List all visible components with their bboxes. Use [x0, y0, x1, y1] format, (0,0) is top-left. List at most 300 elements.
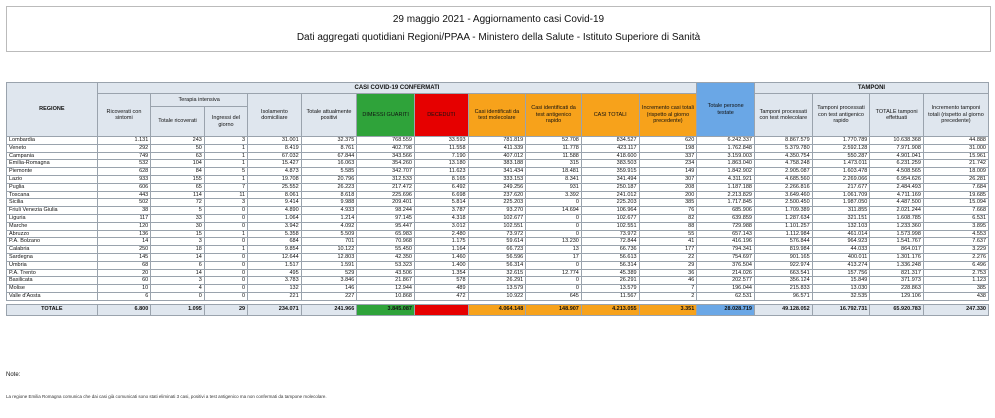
report-title: 29 maggio 2021 - Aggiornamento casi Covid-19 [392, 14, 605, 25]
cell-tamp-totale: 1.608.785 [870, 214, 924, 222]
cell-antigenico: 0 [526, 277, 582, 285]
cell-tamp-totale: 4.901.041 [870, 152, 924, 160]
cell-regione: Umbria [7, 261, 98, 269]
cell-dimessi: 402.798 [357, 144, 415, 152]
cell-regione: Liguria [7, 214, 98, 222]
cell-ti-ingressi: 0 [204, 261, 247, 269]
table-row [7, 144, 989, 152]
cell-ti-totale: 243 [151, 137, 205, 145]
cell-tamp-incremento: 6.531 [923, 214, 988, 222]
cell-ti-totale: 3 [151, 277, 205, 285]
cell-deceduti: 11.623 [414, 168, 468, 176]
cell-positivi: 10.122 [301, 246, 357, 254]
cell-ti-totale: 1.095 [151, 304, 205, 315]
cell-molecolare: 66.723 [468, 246, 526, 254]
header-group-tamponi: TAMPONI [754, 83, 988, 94]
cell-ti-ingressi: 5 [204, 168, 247, 176]
cell-tamp-incremento: 15.961 [923, 152, 988, 160]
table-total-row [7, 304, 989, 315]
cell-ricoverati: 60 [97, 277, 151, 285]
cell-persone-testate: 1.863.040 [697, 160, 755, 168]
cell-antigenico: 13 [526, 246, 582, 254]
cell-ricoverati: 6.800 [97, 304, 151, 315]
cell-molecolare: 407.012 [468, 152, 526, 160]
cell-regione: Sicilia [7, 199, 98, 207]
cell-tamp-antigenico: 15.849 [812, 277, 870, 285]
cell-tamp-antigenico: 550.287 [812, 152, 870, 160]
cell-molecolare: 13.579 [468, 285, 526, 293]
cell-tamp-antigenico: 132.103 [812, 222, 870, 230]
cell-tamp-antigenico: 321.151 [812, 214, 870, 222]
cell-positivi: 1.214 [301, 214, 357, 222]
cell-casi-totali: 250.187 [581, 183, 639, 191]
header-group-confermati: CASI COVID-19 CONFERMATI [97, 83, 697, 94]
cell-positivi: 701 [301, 238, 357, 246]
cell-antigenico: 315 [526, 160, 582, 168]
cell-antigenico: 0 [526, 285, 582, 293]
cell-tamp-molecolare: 922.974 [754, 261, 812, 269]
cell-incremento-casi: 29 [639, 261, 697, 269]
cell-incremento-casi: 88 [639, 222, 697, 230]
cell-incremento-casi: 337 [639, 152, 697, 160]
cell-ricoverati: 117 [97, 214, 151, 222]
header-tamp-totale: TOTALE tamponi effettuati [870, 94, 924, 137]
cell-tamp-molecolare: 2.905.087 [754, 168, 812, 176]
cell-persone-testate: 2.213.829 [697, 191, 755, 199]
cell-tamp-molecolare: 1.287.634 [754, 214, 812, 222]
cell-tamp-antigenico: 461.014 [812, 230, 870, 238]
header-casi-totali: CASI TOTALI [581, 94, 639, 137]
cell-persone-testate: 202.577 [697, 277, 755, 285]
cell-casi-totali: 72.844 [581, 238, 639, 246]
cell-positivi: 4.092 [301, 222, 357, 230]
cell-ti-ingressi: 1 [204, 175, 247, 183]
report-title-box [6, 6, 991, 52]
cell-deceduti: 11.558 [414, 144, 468, 152]
cell-antigenico: 0 [526, 214, 582, 222]
cell-tamp-incremento: 19.685 [923, 191, 988, 199]
cell-incremento-casi: 3.351 [639, 304, 697, 315]
table-row [7, 285, 989, 293]
cell-molecolare: 73.972 [468, 230, 526, 238]
cell-regione: Calabria [7, 246, 98, 254]
cell-dimessi: 65.983 [357, 230, 415, 238]
cell-antigenico: 13.230 [526, 238, 582, 246]
cell-positivi: 4.933 [301, 207, 357, 215]
cell-persone-testate: 1.762.848 [697, 144, 755, 152]
cell-antigenico: 52.708 [526, 137, 582, 145]
cell-regione: Marche [7, 222, 98, 230]
cell-persone-testate: 639.859 [697, 214, 755, 222]
cell-tamp-totale: 821.317 [870, 269, 924, 277]
cell-casi-totali: 4.213.055 [581, 304, 639, 315]
cell-tamp-antigenico: 16.792.731 [812, 304, 870, 315]
cell-deceduti: 5.814 [414, 199, 468, 207]
cell-regione: Campania [7, 152, 98, 160]
cell-ti-totale: 15 [151, 230, 205, 238]
cell-ti-ingressi: 0 [204, 285, 247, 293]
cell-molecolare: 237.620 [468, 191, 526, 199]
header-isolamento: Isolamento domiciliare [248, 94, 302, 137]
cell-tamp-totale: 7.971.908 [870, 144, 924, 152]
cell-ti-ingressi: 0 [204, 207, 247, 215]
header-molecolare: Casi identificati da test molecolare [468, 94, 526, 137]
cell-antigenico: 645 [526, 292, 582, 300]
cell-molecolare: 56.596 [468, 253, 526, 261]
cell-molecolare: 10.922 [468, 292, 526, 300]
cell-ti-totale: 0 [151, 292, 205, 300]
cell-tamp-molecolare: 49.128.052 [754, 304, 812, 315]
cell-tamp-totale: 65.920.783 [870, 304, 924, 315]
cell-persone-testate: 196.044 [697, 285, 755, 293]
cell-casi-totali: 11.567 [581, 292, 639, 300]
cell-regione: Molise [7, 285, 98, 293]
cell-isolamento: 3.942 [248, 222, 302, 230]
cell-isolamento: 12.644 [248, 253, 302, 261]
cell-tamp-antigenico: 964.923 [812, 238, 870, 246]
cell-ti-totale: 3 [151, 238, 205, 246]
cell-antigenico: 8.341 [526, 175, 582, 183]
cell-tamp-antigenico: 44.033 [812, 246, 870, 254]
header-antigenico: Casi identificati da test antigenico rapido [526, 94, 582, 137]
cell-ricoverati: 502 [97, 199, 151, 207]
table-row [7, 238, 989, 246]
cell-tamp-antigenico: 32.535 [812, 292, 870, 300]
cell-incremento-casi: 76 [639, 207, 697, 215]
header-ricoverati: Ricoverati con sintomi [97, 94, 151, 137]
cell-ricoverati: 1.131 [97, 137, 151, 145]
cell-ricoverati: 628 [97, 168, 151, 176]
header-dimessi: DIMESSI GUARITI [357, 94, 415, 137]
cell-ti-ingressi: 11 [204, 191, 247, 199]
table-row [7, 152, 989, 160]
cell-tamp-molecolare: 1.112.984 [754, 230, 812, 238]
notes-text: La regione Emilia Romagna comunica che dai casi già comunicati sono stati eliminati 3 casi, positivi a test antigenico ma non confermati da tampone molecolare. [6, 394, 327, 399]
cell-persone-testate: 416.196 [697, 238, 755, 246]
report-subtitle: Dati aggregati quotidiani Regioni/PPAA - Ministero della Salute - Istituto Superiore di Sanità [296, 32, 701, 43]
cell-ricoverati: 20 [97, 269, 151, 277]
header-tamp-antigenico: Tamponi processati con test antigenico rapido [812, 94, 870, 137]
cell-tamp-molecolare: 356.124 [754, 277, 812, 285]
cell-tamp-molecolare: 8.867.579 [754, 137, 812, 145]
cell-persone-testate: 754.697 [697, 253, 755, 261]
cell-molecolare: 383.188 [468, 160, 526, 168]
cell-ricoverati: 120 [97, 222, 151, 230]
cell-ti-ingressi: 1 [204, 230, 247, 238]
cell-positivi: 3.846 [301, 277, 357, 285]
header-ti-totale: Totale ricoverati [151, 107, 205, 137]
header-tamp-incremento: Incremento tamponi totali (rispetto al giorno precedente) [923, 94, 988, 137]
cell-deceduti: 1.354 [414, 269, 468, 277]
table-row [7, 222, 989, 230]
cell-antigenico: 0 [526, 199, 582, 207]
cell-antigenico: 12.774 [526, 269, 582, 277]
cell-isolamento: 19.708 [248, 175, 302, 183]
table-row [7, 137, 989, 145]
cell-tamp-molecolare: 215.833 [754, 285, 812, 293]
cell-antigenico: 18.481 [526, 168, 582, 176]
cell-persone-testate: 685.906 [697, 207, 755, 215]
cell-positivi: 8.618 [301, 191, 357, 199]
cell-tamp-molecolare: 4.685.560 [754, 175, 812, 183]
cell-molecolare: 102.677 [468, 214, 526, 222]
table-row [7, 230, 989, 238]
cell-casi-totali: 102.551 [581, 222, 639, 230]
cell-ti-ingressi: 7 [204, 183, 247, 191]
cell-isolamento: 67.032 [248, 152, 302, 160]
cell-persone-testate: 794.341 [697, 246, 755, 254]
cell-ricoverati: 14 [97, 238, 151, 246]
cell-ricoverati: 532 [97, 160, 151, 168]
cell-dimessi: 768.559 [357, 137, 415, 145]
cell-isolamento: 15.427 [248, 160, 302, 168]
cell-incremento-casi: 82 [639, 214, 697, 222]
cell-dimessi: 342.707 [357, 168, 415, 176]
cell-dimessi: 225.696 [357, 191, 415, 199]
cell-tamp-totale: 1.541.767 [870, 238, 924, 246]
cell-casi-totali: 241.012 [581, 191, 639, 199]
cell-tamp-antigenico: 13.030 [812, 285, 870, 293]
cell-incremento-casi: 149 [639, 168, 697, 176]
cell-incremento-casi: 385 [639, 199, 697, 207]
cell-positivi: 16.063 [301, 160, 357, 168]
cell-positivi: 5.509 [301, 230, 357, 238]
cell-tamp-incremento: 2.753 [923, 269, 988, 277]
cell-ti-ingressi: 1 [204, 246, 247, 254]
table-row [7, 214, 989, 222]
cell-ricoverati: 749 [97, 152, 151, 160]
cell-ti-totale: 84 [151, 168, 205, 176]
cell-incremento-casi: 7 [639, 285, 697, 293]
cell-molecolare: 59.614 [468, 238, 526, 246]
cell-isolamento: 495 [248, 269, 302, 277]
cell-incremento-casi: 46 [639, 277, 697, 285]
cell-antigenico: 11.588 [526, 152, 582, 160]
header-regione: REGIONE [7, 83, 98, 137]
cell-ti-ingressi: 29 [204, 304, 247, 315]
table-row [7, 261, 989, 269]
cell-dimessi: 53.323 [357, 261, 415, 269]
cell-molecolare: 249.256 [468, 183, 526, 191]
cell-tamp-incremento: 7.684 [923, 183, 988, 191]
cell-tamp-totale: 228.863 [870, 285, 924, 293]
cell-ti-totale: 63 [151, 152, 205, 160]
cell-tamp-antigenico: 2.592.128 [812, 144, 870, 152]
table-row [7, 269, 989, 277]
cell-persone-testate: 729.988 [697, 222, 755, 230]
cell-antigenico: 11.778 [526, 144, 582, 152]
cell-positivi: 8.761 [301, 144, 357, 152]
cell-isolamento: 234.071 [248, 304, 302, 315]
header-incremento-casi: Incremento casi totali (rispetto al giorno precedente) [639, 94, 697, 137]
cell-tamp-totale: 6.954.626 [870, 175, 924, 183]
cell-tamp-totale: 1.336.248 [870, 261, 924, 269]
cell-casi-totali: 56.314 [581, 261, 639, 269]
cell-ricoverati: 606 [97, 183, 151, 191]
table-row [7, 183, 989, 191]
cell-ti-totale: 18 [151, 246, 205, 254]
cell-isolamento: 9.414 [248, 199, 302, 207]
cell-tamp-incremento: 44.888 [923, 137, 988, 145]
cell-ti-totale: 5 [151, 207, 205, 215]
cell-persone-testate: 6.242.337 [697, 137, 755, 145]
header-deceduti: DECEDUTI [414, 94, 468, 137]
cell-tamp-antigenico: 1.061.709 [812, 191, 870, 199]
cell-isolamento: 4.890 [248, 207, 302, 215]
cell-antigenico: 148.907 [526, 304, 582, 315]
cell-ti-ingressi: 0 [204, 253, 247, 261]
table-row [7, 168, 989, 176]
cell-isolamento: 4.873 [248, 168, 302, 176]
cell-persone-testate: 3.159.003 [697, 152, 755, 160]
cell-tamp-incremento: 6.496 [923, 261, 988, 269]
cell-casi-totali: 56.613 [581, 253, 639, 261]
cell-tamp-totale: 10.638.368 [870, 137, 924, 145]
cell-positivi: 20.796 [301, 175, 357, 183]
cell-tamp-totale: 2.484.493 [870, 183, 924, 191]
cell-ricoverati: 933 [97, 175, 151, 183]
cell-casi-totali: 359.915 [581, 168, 639, 176]
cell-positivi: 67.844 [301, 152, 357, 160]
cell-persone-testate: 28.028.719 [697, 304, 755, 315]
cell-casi-totali: 13.579 [581, 285, 639, 293]
cell-ti-ingressi: 0 [204, 214, 247, 222]
cell-tamp-incremento: 3.895 [923, 222, 988, 230]
cell-casi-totali: 102.677 [581, 214, 639, 222]
cell-dimessi: 98.244 [357, 207, 415, 215]
cell-incremento-casi: 307 [639, 175, 697, 183]
header-group-terapia: Terapia intensiva [151, 94, 248, 107]
cell-tamp-incremento: 15.094 [923, 199, 988, 207]
cell-deceduti: 33.593 [414, 137, 468, 145]
cell-ti-ingressi: 1 [204, 152, 247, 160]
cell-deceduti: 4.318 [414, 214, 468, 222]
cell-incremento-casi: 55 [639, 230, 697, 238]
cell-antigenico: 931 [526, 183, 582, 191]
cell-ricoverati: 136 [97, 230, 151, 238]
cell-dimessi: 312.533 [357, 175, 415, 183]
cell-regione: Lazio [7, 175, 98, 183]
cell-positivi: 32.375 [301, 137, 357, 145]
cell-molecolare: 225.203 [468, 199, 526, 207]
cell-tamp-antigenico: 1.473.011 [812, 160, 870, 168]
table-row [7, 207, 989, 215]
cell-tamp-molecolare: 96.571 [754, 292, 812, 300]
cell-positivi: 9.988 [301, 199, 357, 207]
cell-isolamento: 1.517 [248, 261, 302, 269]
cell-incremento-casi: 2 [639, 292, 697, 300]
cell-tamp-antigenico: 311.855 [812, 207, 870, 215]
covid-data-table [6, 82, 989, 316]
cell-dimessi: 354.260 [357, 160, 415, 168]
cell-persone-testate: 62.531 [697, 292, 755, 300]
cell-persone-testate: 657.143 [697, 230, 755, 238]
cell-tamp-antigenico: 2.269.066 [812, 175, 870, 183]
cell-ti-ingressi: 3 [204, 137, 247, 145]
cell-tamp-molecolare: 819.984 [754, 246, 812, 254]
cell-deceduti: 2.480 [414, 230, 468, 238]
cell-isolamento: 5.358 [248, 230, 302, 238]
cell-persone-testate: 1.717.845 [697, 199, 755, 207]
cell-molecolare: 4.064.148 [468, 304, 526, 315]
cell-isolamento: 1.064 [248, 214, 302, 222]
cell-tamp-incremento: 18.009 [923, 168, 988, 176]
cell-persone-testate: 1.842.902 [697, 168, 755, 176]
cell-casi-totali: 418.600 [581, 152, 639, 160]
cell-tamp-totale: 864.017 [870, 246, 924, 254]
cell-ti-totale: 33 [151, 214, 205, 222]
cell-tamp-molecolare: 4.350.754 [754, 152, 812, 160]
cell-tamp-incremento: 385 [923, 285, 988, 293]
cell-deceduti: 489 [414, 285, 468, 293]
cell-incremento-casi: 198 [639, 144, 697, 152]
cell-deceduti: 8.165 [414, 175, 468, 183]
cell-molecolare: 333.153 [468, 175, 526, 183]
cell-dimessi: 55.450 [357, 246, 415, 254]
cell-tamp-molecolare: 901.165 [754, 253, 812, 261]
cell-tamp-molecolare: 2.266.816 [754, 183, 812, 191]
cell-tamp-totale: 6.231.259 [870, 160, 924, 168]
cell-positivi: 241.966 [301, 304, 357, 315]
cell-ti-totale: 65 [151, 183, 205, 191]
cell-casi-totali: 834.527 [581, 137, 639, 145]
cell-tamp-molecolare: 3.649.460 [754, 191, 812, 199]
cell-incremento-casi: 208 [639, 183, 697, 191]
cell-tamp-totale: 129.106 [870, 292, 924, 300]
cell-antigenico: 14.694 [526, 207, 582, 215]
cell-positivi: 227 [301, 292, 357, 300]
cell-ti-ingressi: 0 [204, 277, 247, 285]
cell-regione: Abruzzo [7, 230, 98, 238]
cell-tamp-antigenico: 1.603.478 [812, 168, 870, 176]
cell-casi-totali: 423.117 [581, 144, 639, 152]
cell-ti-ingressi: 3 [204, 199, 247, 207]
header-ti-ingressi: Ingressi del giorno [204, 107, 247, 137]
cell-regione: Sardegna [7, 253, 98, 261]
cell-tamp-incremento: 438 [923, 292, 988, 300]
cell-tamp-antigenico: 1.987.050 [812, 199, 870, 207]
cell-ricoverati: 38 [97, 207, 151, 215]
cell-casi-totali: 66.736 [581, 246, 639, 254]
cell-tamp-incremento: 1.123 [923, 277, 988, 285]
cell-deceduti: 1.164 [414, 246, 468, 254]
cell-deceduti: 578 [414, 277, 468, 285]
cell-isolamento: 8.061 [248, 191, 302, 199]
table-row [7, 160, 989, 168]
cell-regione: Veneto [7, 144, 98, 152]
cell-incremento-casi: 620 [639, 137, 697, 145]
cell-ti-ingressi: 0 [204, 238, 247, 246]
cell-tamp-totale: 2.021.244 [870, 207, 924, 215]
table-row [7, 246, 989, 254]
notes-label: Note: [6, 372, 21, 378]
cell-deceduti: 472 [414, 292, 468, 300]
cell-ti-totale: 4 [151, 285, 205, 293]
cell-ti-ingressi: 0 [204, 292, 247, 300]
cell-isolamento: 9.854 [248, 246, 302, 254]
cell-isolamento: 25.552 [248, 183, 302, 191]
cell-incremento-casi: 234 [639, 160, 697, 168]
cell-deceduti: 1.400 [414, 261, 468, 269]
cell-positivi: 146 [301, 285, 357, 293]
cell-regione: Friuli Venezia Giulia [7, 207, 98, 215]
table-row [7, 253, 989, 261]
cell-ti-totale: 14 [151, 269, 205, 277]
cell-regione: Piemonte [7, 168, 98, 176]
cell-ti-totale: 104 [151, 160, 205, 168]
cell-antigenico: 0 [526, 230, 582, 238]
cell-regione: TOTALE [7, 304, 98, 315]
